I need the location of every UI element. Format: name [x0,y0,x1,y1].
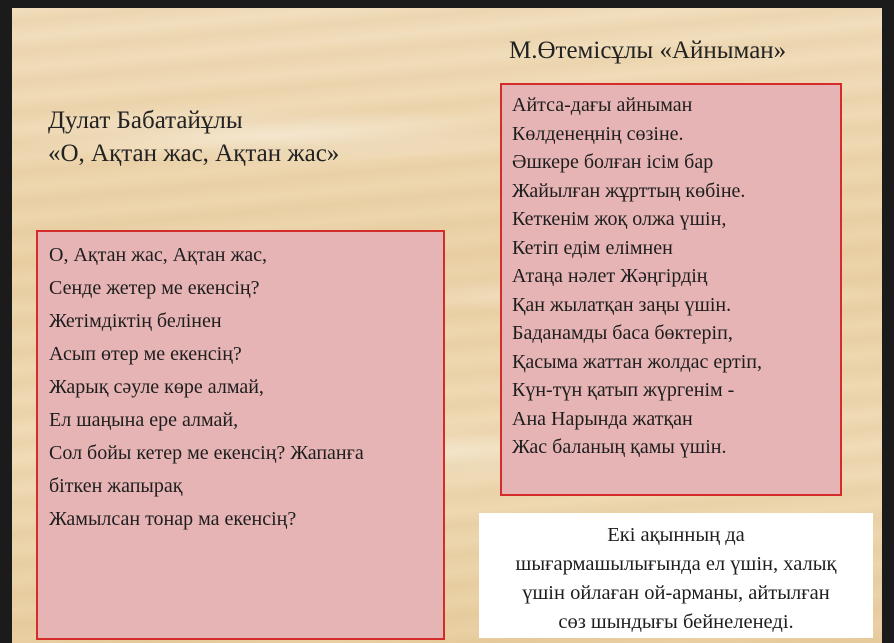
right-title: М.Өтемісұлы «Айныман» [509,37,787,64]
poem-line: Көлденеңнің сөзіне. [512,122,684,145]
conclusion-box [479,513,873,638]
left-title [48,104,339,170]
poem-line: Жамылсан тонар ма екенсің? [49,508,297,530]
conclusion-line: Екі ақынның да [607,524,745,546]
poem-line: Сол бойы кетер ме екенсің? Жапанға [49,442,364,464]
poem-line: Жетімдіктің белінен [49,310,222,332]
conclusion-line: үшін ойлаған ой-арманы, айтылған [522,582,830,604]
poem-line: Асып өтер ме екенсің? [49,343,242,365]
left-title-poem-name: «О, Ақтан жас, Ақтан жас» [48,140,340,167]
slide-background [12,8,882,643]
poem-line: Жарық сәуле көре алмай, [49,376,264,398]
poem-line: біткен жапырақ [49,475,183,497]
poem-line: Қан жылатқан заңы үшін. [512,293,732,316]
poem-line: Ел шаңына ере алмай, [49,409,239,431]
poem-line: Қасыма жаттан жолдас ертіп, [512,350,762,373]
poem-line: Жас баланың қамы үшін. [512,436,727,458]
poem-line: Ана Нарында жатқан [512,407,693,430]
conclusion-line: сөз шындығы бейнеленеді. [558,611,794,633]
poem-line: Сенде жетер ме екенсің? [49,277,260,299]
poem-line: Әшкере болған ісім бар [512,151,714,173]
poem-line: Кетіп едім елімнен [512,236,673,259]
poem-line: Күн-түн қатып жүргенім - [512,379,735,401]
poem-line: Атаңа нәлет Жәңгірдің [512,265,708,287]
left-poem-box [36,230,445,640]
poem-line: Баданамды баса бөктеріп, [512,322,733,344]
right-poem-box [500,83,842,496]
conclusion-line: шығармашылығында ел үшін, халық [515,553,837,575]
poem-line: О, Ақтан жас, Ақтан жас, [49,244,268,266]
poem-line: Айтса-дағы айныман [512,94,693,116]
poem-line: Жайылған жұрттың көбіне. [512,179,746,202]
left-title-author: Дулат Бабатайұлы [48,107,243,134]
poem-line: Кеткенім жоқ олжа үшін, [512,208,727,230]
